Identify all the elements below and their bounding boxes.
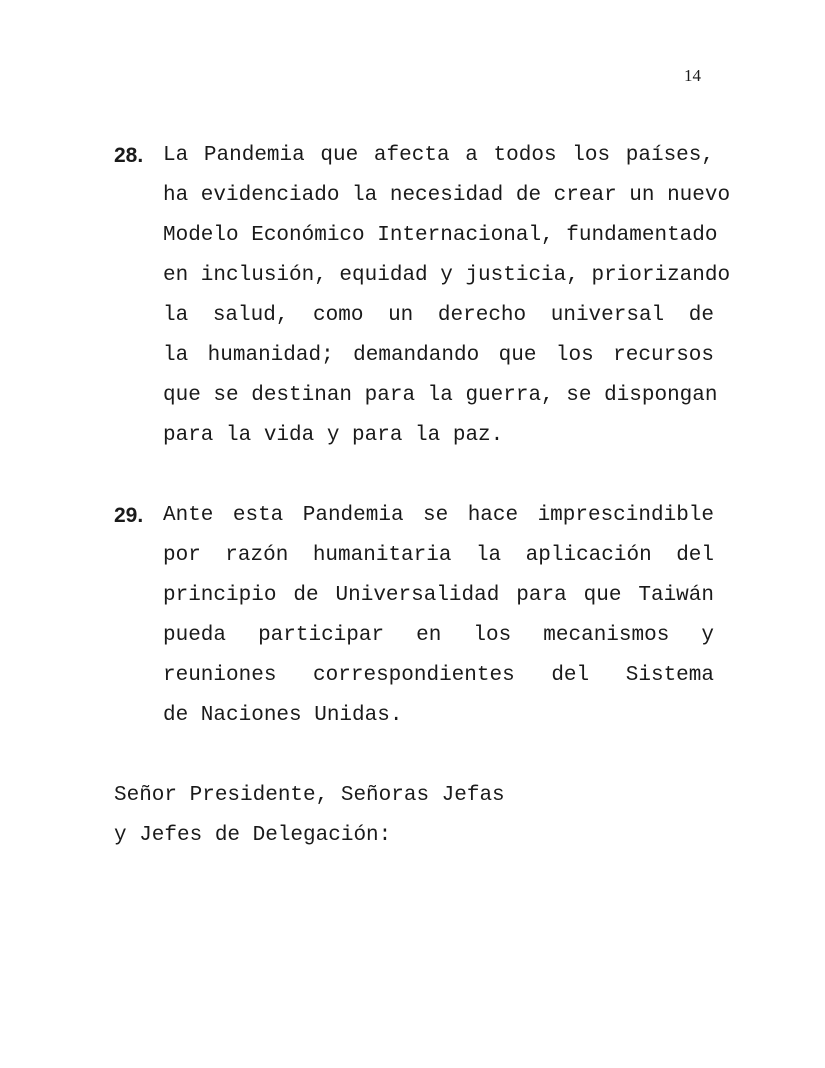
text-line: para la vida y para la paz. [163, 424, 504, 447]
text-line: la salud, como un derecho universal de [163, 304, 714, 327]
paragraph-text [163, 136, 731, 456]
text-line: La Pandemia que afecta a todos los países, [163, 144, 714, 167]
text-line: de Naciones Unidas. [163, 704, 403, 727]
text-line: Ante esta Pandemia se hace imprescindible [163, 504, 714, 527]
page-number: 14 [684, 66, 701, 85]
paragraph-number: 28. [114, 144, 144, 167]
text-line: en inclusión, equidad y justicia, priorizando [163, 264, 731, 287]
text-line: principio de Universalidad para que Taiwán [163, 584, 714, 607]
text-line: y Jefes de Delegación: [114, 824, 392, 847]
text-line: Modelo Económico Internacional, fundamentado [163, 224, 718, 247]
text-line: la humanidad; demandando que los recursos [163, 344, 714, 367]
text-line: pueda participar en los mecanismos y [163, 624, 714, 647]
text-line: reuniones correspondientes del Sistema [163, 664, 714, 687]
paragraph-text [163, 496, 714, 736]
closing-salutation [114, 776, 714, 856]
text-line: por razón humanitaria la aplicación del [163, 544, 714, 567]
text-line: ha evidenciado la necesidad de crear un nuevo [163, 184, 731, 207]
paragraph-number: 29. [114, 504, 144, 527]
text-line: Señor Presidente, Señoras Jefas [114, 784, 505, 807]
text-line: que se destinan para la guerra, se dispongan [163, 384, 718, 407]
